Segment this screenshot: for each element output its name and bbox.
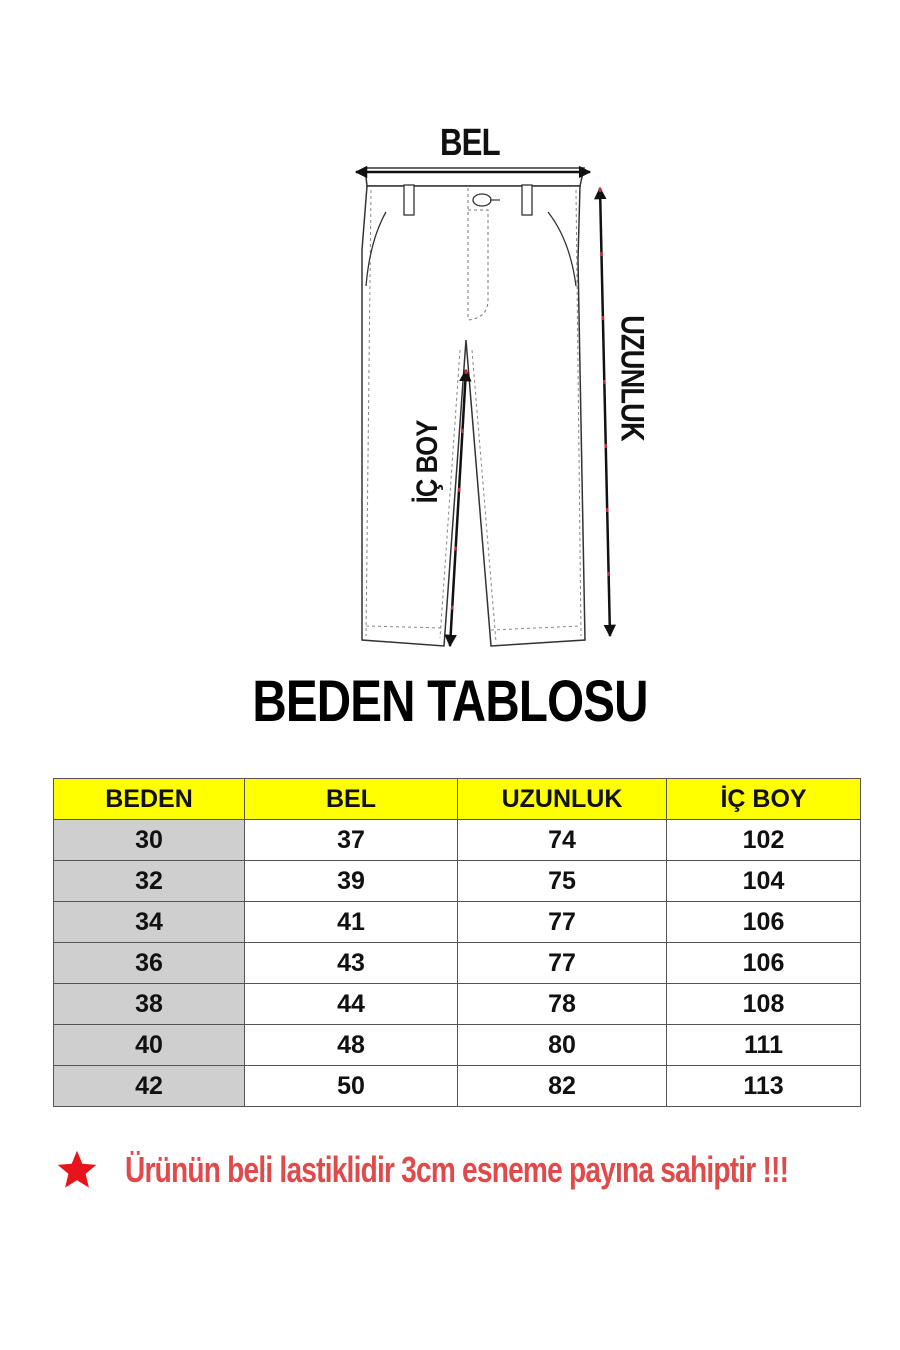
page-title: BEDEN TABLOSU (252, 669, 648, 734)
waist-cell: 48 (245, 1025, 458, 1066)
size-cell: 38 (54, 984, 245, 1025)
table-row (54, 943, 861, 984)
waist-cell: 50 (245, 1066, 458, 1107)
size-cell: 40 (54, 1025, 245, 1066)
table-row (54, 1025, 861, 1066)
size-cell: 36 (54, 943, 245, 984)
inseam-cell: 102 (667, 820, 861, 861)
note-text: Ürünün beli lastiklidir 3cm esneme payına sahiptir !!! (125, 1149, 789, 1190)
waist-cell: 37 (245, 820, 458, 861)
table-row (54, 984, 861, 1025)
length-cell: 77 (458, 902, 667, 943)
table-header-row (54, 779, 861, 820)
pants-diagram (0, 0, 900, 660)
header-size: BEDEN (54, 779, 245, 820)
length-label: UZUNLUK (614, 315, 651, 441)
inseam-cell: 104 (667, 861, 861, 902)
size-cell: 34 (54, 902, 245, 943)
waist-label: BEL (440, 122, 500, 164)
table-row (54, 902, 861, 943)
table-row (54, 861, 861, 902)
inseam-cell: 106 (667, 943, 861, 984)
size-cell: 32 (54, 861, 245, 902)
header-inseam: İÇ BOY (667, 779, 861, 820)
waist-cell: 39 (245, 861, 458, 902)
inseam-cell: 111 (667, 1025, 861, 1066)
inseam-cell: 108 (667, 984, 861, 1025)
length-cell: 75 (458, 861, 667, 902)
length-cell: 77 (458, 943, 667, 984)
waist-cell: 41 (245, 902, 458, 943)
header-waist: BEL (245, 779, 458, 820)
length-cell: 82 (458, 1066, 667, 1107)
table-row (54, 1066, 861, 1107)
header-length: UZUNLUK (458, 779, 667, 820)
inseam-cell: 113 (667, 1066, 861, 1107)
pants-outline-icon (0, 0, 900, 660)
length-cell: 78 (458, 984, 667, 1025)
waist-cell: 43 (245, 943, 458, 984)
table-row (54, 820, 861, 861)
waist-cell: 44 (245, 984, 458, 1025)
elastic-waist-note (55, 1142, 900, 1198)
size-table (53, 778, 861, 1107)
length-cell: 74 (458, 820, 667, 861)
inseam-cell: 106 (667, 902, 861, 943)
size-cell: 30 (54, 820, 245, 861)
size-cell: 42 (54, 1066, 245, 1107)
length-cell: 80 (458, 1025, 667, 1066)
inseam-label: İÇ BOY (411, 420, 444, 504)
star-icon (55, 1148, 99, 1192)
